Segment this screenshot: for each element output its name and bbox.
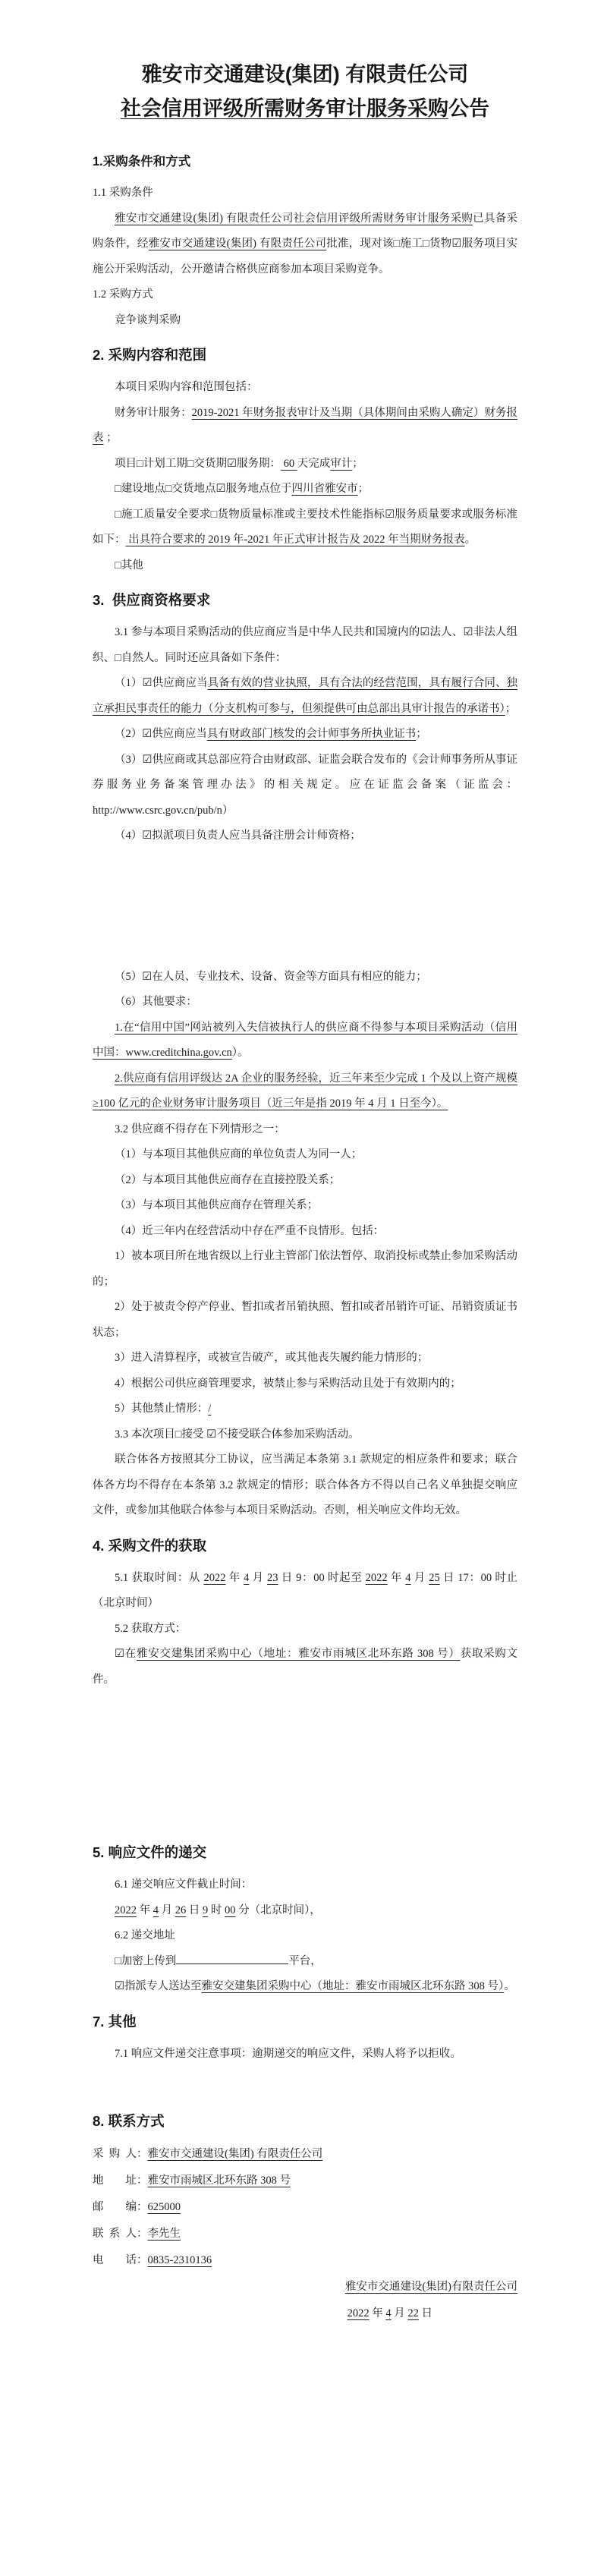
- para-requirement-3: （3）☑供应商或其总部应符合由财政部、证监会联合发布的《会计师事务所从事证券服务业务备案管理办法》的相关规定。应在证监会备案（证监会：http://www.csrc.gov.cn/pub/n）: [93, 753, 517, 817]
- section1-heading: 1.采购条件和方式: [93, 155, 191, 168]
- para-3-1-supplier-type: 3.1 参与本项目采购活动的供应商应当是中华人民共和国境内的☑法人、☑非法人组织、□自然人。同时还应具备如下条件：: [93, 626, 517, 664]
- para-quality-requirements: □施工质量安全要求□货物质量标准或主要技术性能指标☑服务质量要求或服务标准如下： 出具符合要求的 2019 年-2021 年正式审计报告及 2022 年当期财务报表。: [93, 508, 517, 546]
- section7-heading: 7. 其他: [93, 2013, 137, 2030]
- para-bad-record-3: 3）进入清算程序，或被宣告破产，或其他丧失履约能力情形的；: [115, 1352, 429, 1364]
- section3-heading: 3. 供应商资格要求: [93, 592, 211, 608]
- contact-phone: 电 话：0835-2310136: [93, 2254, 212, 2266]
- para-procurement-conditions: 雅安市交通建设(集团) 有限责任公司社会信用评级所需财务审计服务采购已具备采购条件，经雅安市交通建设(集团) 有限责任公司批准，现对该□施工□货物☑服务项目实施公开采购活动，公开邀请合格供应商参加本项目采购竞争。: [93, 212, 518, 276]
- signature-company: 雅安市交通建设(集团)有限责任公司: [344, 2281, 517, 2293]
- section8-heading: 8. 联系方式: [93, 2113, 165, 2129]
- para-submit-deliver: ☑指派专人送达至雅安交建集团采购中心（地址：雅安市雨城区北环东路 308 号）。: [115, 1980, 515, 1992]
- sub-heading-1-1: 1.1 采购条件: [93, 187, 153, 199]
- para-consortium-rules: 联合体各方按照其分工协议，应当满足本条第 3.1 款规定的相应条件和要求；联合体各方均不得存在本条第 3.2 款规定的情形；联合体各方不得以自己名义单独提交响应文件，或参加其他联合体参与本项目采购活动。否则，相关响应文件均无效。: [93, 1453, 517, 1516]
- para-3-2-forbidden-intro: 3.2 供应商不得存在下列情形之一：: [115, 1123, 285, 1135]
- section4-heading: 4. 采购文件的获取: [93, 1537, 207, 1554]
- para-forbidden-1: （1）与本项目其他供应商的单位负责人为同一人；: [115, 1148, 363, 1160]
- para-forbidden-2: （2）与本项目其他供应商存在直接控股关系；: [115, 1173, 341, 1186]
- para-requirement-1: （1）☑供应商应当具备有效的营业执照，具有合法的经营范围，具有履行合同、独立承担民事责任的能力（分支机构可参与，但须提供可由总部出具审计报告的承诺书）；: [93, 677, 517, 715]
- para-deadline-time: 2022 年 4 月 26 日 9 时 00 分（北京时间），: [115, 1904, 321, 1916]
- sub-heading-1-2: 1.2 采购方式: [93, 288, 153, 301]
- para-submit-upload: □加密上传到 平台，: [93, 1949, 517, 1975]
- para-service-period: 项目□计划工期□交货期☑服务期： 60 天完成审计；: [115, 457, 363, 470]
- para-service-location: □建设地点□交货地点☑服务地点位于四川省雅安市；: [115, 483, 370, 495]
- para-bad-record-4: 4）根据公司供应商管理要求，被禁止参与采购活动且处于有效期内的；: [115, 1377, 461, 1390]
- para-forbidden-4: （4）近三年内在经营活动中存在严重不良情形。包括：: [115, 1224, 385, 1237]
- signature-date: 2022 年 4 月 22 日: [347, 2307, 432, 2319]
- contact-purchaser: 采 购 人：雅安市交通建设(集团) 有限责任公司: [93, 2148, 323, 2160]
- para-forbidden-3: （3）与本项目其他供应商存在管理关系；: [115, 1199, 319, 1211]
- para-bad-record-1: 1）被本项目所在地省级以上行业主管部门依法暂停、取消投标或禁止参加采购活动的；: [93, 1250, 517, 1288]
- doc-title-line2: 社会信用评级所需财务审计服务采购公告: [121, 97, 489, 120]
- para-5-2-obtain-method: 5.2 获取方式：: [115, 1622, 187, 1635]
- para-procurement-method: 竞争谈判采购: [115, 313, 181, 326]
- contact-block: [93, 2141, 517, 2274]
- para-bad-record-5: 5）其他禁止情形：/: [115, 1403, 212, 1415]
- para-6-1-deadline-label: 6.1 递交响应文件截止时间：: [115, 1878, 253, 1891]
- para-requirement-6-experience: 2.供应商有信用评级达 2A 企业的服务经验，近三年来至少完成 1 个及以上资产规模≥100 亿元的企业财务审计服务项目（近三年是指 2019 年 4 月 1 日至今）。: [93, 1072, 517, 1110]
- doc-title-line1: 雅安市交通建设(集团) 有限责任公司: [141, 63, 469, 86]
- para-requirement-4: （4）☑拟派项目负责人应当具备注册会计师资格；: [115, 830, 361, 842]
- section5-heading: 5. 响应文件的递交: [93, 1844, 207, 1860]
- para-5-1-obtain-time: 5.1 获取时间：从 2022 年 4 月 23 日 9：00 时起至 2022 年 4 月 25 日 17：00 时止（北京时间）: [93, 1571, 518, 1609]
- para-requirement-6-credit: 1.在“信用中国”网站被列入失信被执行人的供应商不得参与本项目采购活动（信用中国：www.creditchina.gov.cn）。: [93, 1021, 517, 1059]
- doc-title: [93, 58, 517, 126]
- para-requirement-2: （2）☑供应商应当具有财政部门核发的会计师事务所执业证书；: [115, 728, 427, 740]
- para-7-1-notes: 7.1 响应文件递交注意事项：逾期递交的响应文件，采购人将予以拒收。: [115, 2047, 461, 2060]
- para-scope-intro: 本项目采购内容和范围包括：: [115, 381, 258, 393]
- contact-address: 地 址：雅安市雨城区北环东路 308 号: [93, 2174, 291, 2187]
- section2-heading: 2. 采购内容和范围: [93, 347, 207, 363]
- para-bad-record-2: 2）处于被责令停产停业、暂扣或者吊销执照、暂扣或者吊销许可证、吊销资质证书状态；: [93, 1301, 517, 1339]
- para-obtain-location: ☑在雅安交建集团采购中心（地址：雅安市雨城区北环东路 308 号）获取采购文件。: [93, 1648, 518, 1686]
- para-other-checkbox: □其他: [115, 559, 143, 572]
- page-break-gap-1: [93, 849, 517, 965]
- para-requirement-5: （5）☑在人员、专业技术、设备、资金等方面具有相应的能力；: [115, 970, 427, 983]
- para-6-2-address-label: 6.2 递交地址: [115, 1929, 175, 1941]
- para-requirement-6: （6）其他要求：: [115, 996, 197, 1008]
- contact-person: 联 系 人：李先生: [93, 2228, 181, 2240]
- para-3-3-consortium: 3.3 本次项目□接受 ☑不接受联合体参加采购活动。: [115, 1428, 360, 1441]
- para-audit-service: 财务审计服务：2019-2021 年财务报表审计及当期（具体期间由采购人确定）财务报表 ；: [93, 406, 518, 444]
- page-break-gap-2: [93, 1693, 517, 1831]
- contact-postcode: 邮 编：625000: [93, 2201, 181, 2213]
